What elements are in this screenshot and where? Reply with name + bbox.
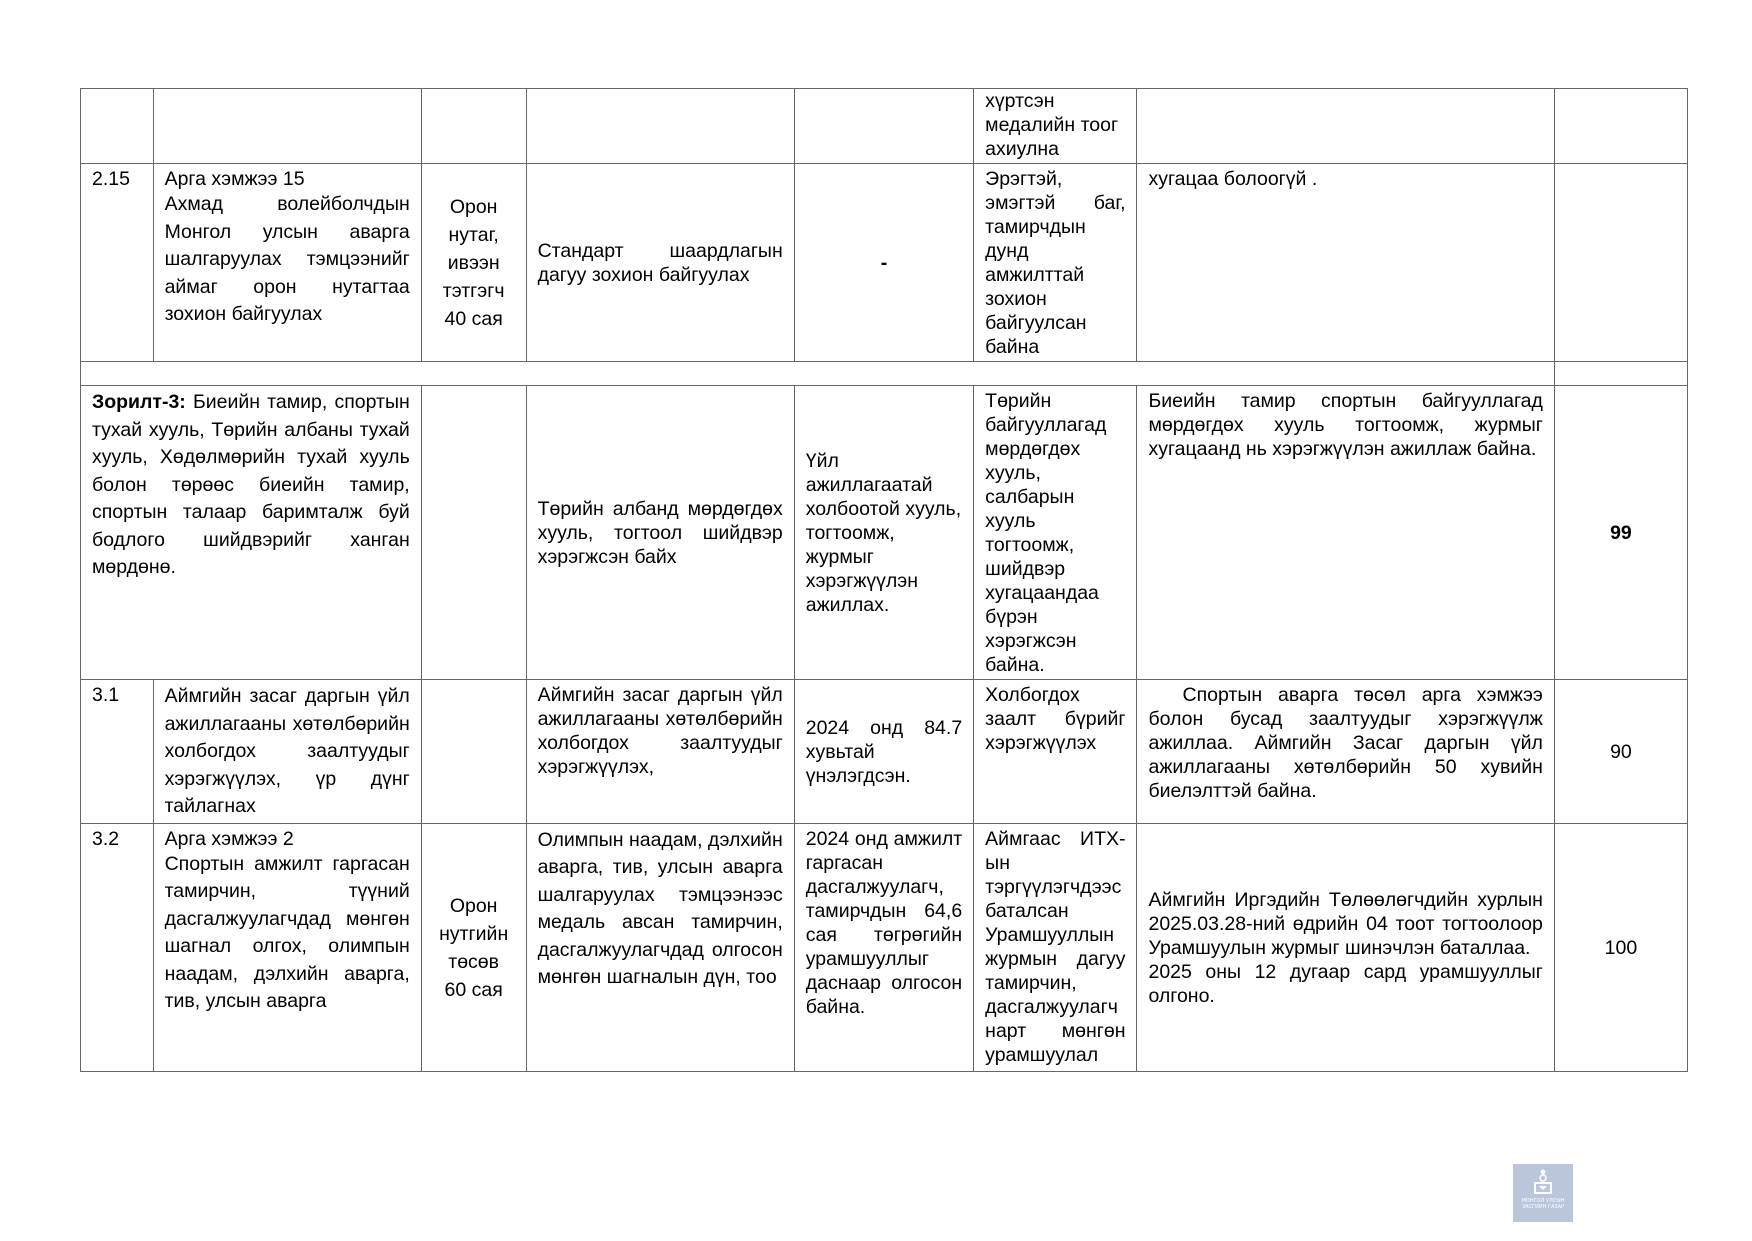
row-number: 3.2 [81,823,154,1071]
goal-cell: Зорилт-3: Биеийн тамир, спортын тухай хууль, Төрийн албаны тухай хууль, Хөдөлмөрийн тухай хууль болон төрөөс биеийн тамир, спортын талаар баримталж буй бодлого шийдвэрийг ханган мөрдөнө. [81,386,422,680]
goal-label: Зорилт-3: [92,391,186,413]
target-cell: Холбогдох заалт бүрийг хэрэгжүүлэх [974,680,1137,824]
table-row [81,823,1688,1071]
criteria-cell: Аймгийн засаг даргын үйл ажиллагааны хөтөлбөрийн холбогдох заалтуудыг хэрэгжүүлэх, [526,680,794,824]
baseline-cell: - [794,164,973,362]
score-cell: 100 [1554,823,1687,1071]
table-row [81,386,1688,680]
score-cell: 90 [1554,680,1687,824]
baseline-cell: Үйл ажиллагаатай холбоотой хууль, тогтоомж, журмыг хэрэгжүүлэн ажиллах. [794,386,973,680]
row-number: 2.15 [81,164,154,362]
result-cell: хугацаа болоогүй . [1137,164,1554,362]
target-cell: Эрэгтэй, эмэгтэй баг, тамирчдын дунд амжилттай зохион байгуулсан байна [974,164,1137,362]
result-cell: Биеийн тамир спортын байгууллагад мөрдөгдөх хууль тогтоомж, журмыг хугацаанд нь хэрэгжүүлэн ажиллаж байна. [1137,386,1554,680]
baseline-cell: 2024 онд 84.7 хувьтай үнэлэгдсэн. [794,680,973,824]
government-logo [1513,1164,1573,1222]
criteria-cell: Төрийн албанд мөрдөгдөх хууль, тогтоол шийдвэр хэрэгжсэн байх [526,386,794,680]
table-row [81,89,1688,164]
action-cell: Арга хэмжээ 15 Ахмад волейболчдын Монгол улсын аварга шалгаруулах тэмцээнийг аймаг орон нутагтаа зохион байгуулах [153,164,421,362]
row-number: 3.1 [81,680,154,824]
criteria-cell: Олимпын наадам, дэлхийн аварга, тив, улсын аварга шалгаруулах тэмцээнээс медаль авсан тамирчин, дасгалжуулагчдад олгосон мөнгөн шагналын дүн, тоо [526,823,794,1071]
criteria-cell: Стандарт шаардлагын дагуу зохион байгуулах [526,164,794,362]
baseline-cell: 2024 онд амжилт гаргасан дасгалжуулагч, тамирчдын 64,6 сая төгрөгийн урамшууллыг даснаар олгосон байна. [794,823,973,1071]
action-cell: Арга хэмжээ 2 Спортын амжилт гаргасан тамирчин, түүний дасгалжуулагчдад мөнгөн шагнал олгох, олимпын наадам, дэлхийн аварга, тив, улсын аварга [153,823,421,1071]
target-cell: Аймгаас ИТХ-ын тэргүүлэгчдээс баталсан Урамшууллын журмын дагуу тамирчин, дасгалжуулагч нарт мөнгөн урамшуулал [974,823,1137,1071]
budget-cell: Орон нутгийн төсөв 60 сая [421,823,526,1071]
score-cell: 99 [1554,386,1687,680]
table-row [81,164,1688,362]
budget-cell: Орон нутаг, ивээн тэтгэгч 40 сая [421,164,526,362]
plan-evaluation-table [80,88,1688,1072]
logo-text: МОНГОЛ УЛСЫН ЗАСГИЙН ГАЗАР [1521,1198,1565,1210]
soyombo-emblem-icon [1532,1168,1554,1198]
spacer-row [81,362,1688,386]
result-cell: Спортын аварга төсөл арга хэмжээ болон бусад заалтуудыг хэрэгжүүлж ажиллаа. Аймгийн Засаг даргын үйл ажиллагааны хөтөлбөрийн 50 хувийн биелэлттэй байна. [1137,680,1554,824]
result-cell: Аймгийн Иргэдийн Төлөөлөгчдийн хурлын 2025.03.28-ний өдрийн 04 тоот тогтоолоор Урамшуулын журмыг шинэчлэн баталлаа. 2025 оны 12 дугаар сард урамшууллыг олгоно. [1137,823,1554,1071]
action-cell: Аймгийн засаг даргын үйл ажиллагааны хөтөлбөрийн холбогдох заалтуудыг хэрэгжүүлэх, үр дүнг тайлагнах [153,680,421,824]
table-row [81,680,1688,824]
target-cell: хүртсэн медалийн тоог ахиулна [974,89,1137,164]
target-cell: Төрийн байгууллагад мөрдөгдөх хууль, салбарын хууль тогтоомж, шийдвэр хугацаандаа бүрэн хэрэгжсэн байна. [974,386,1137,680]
